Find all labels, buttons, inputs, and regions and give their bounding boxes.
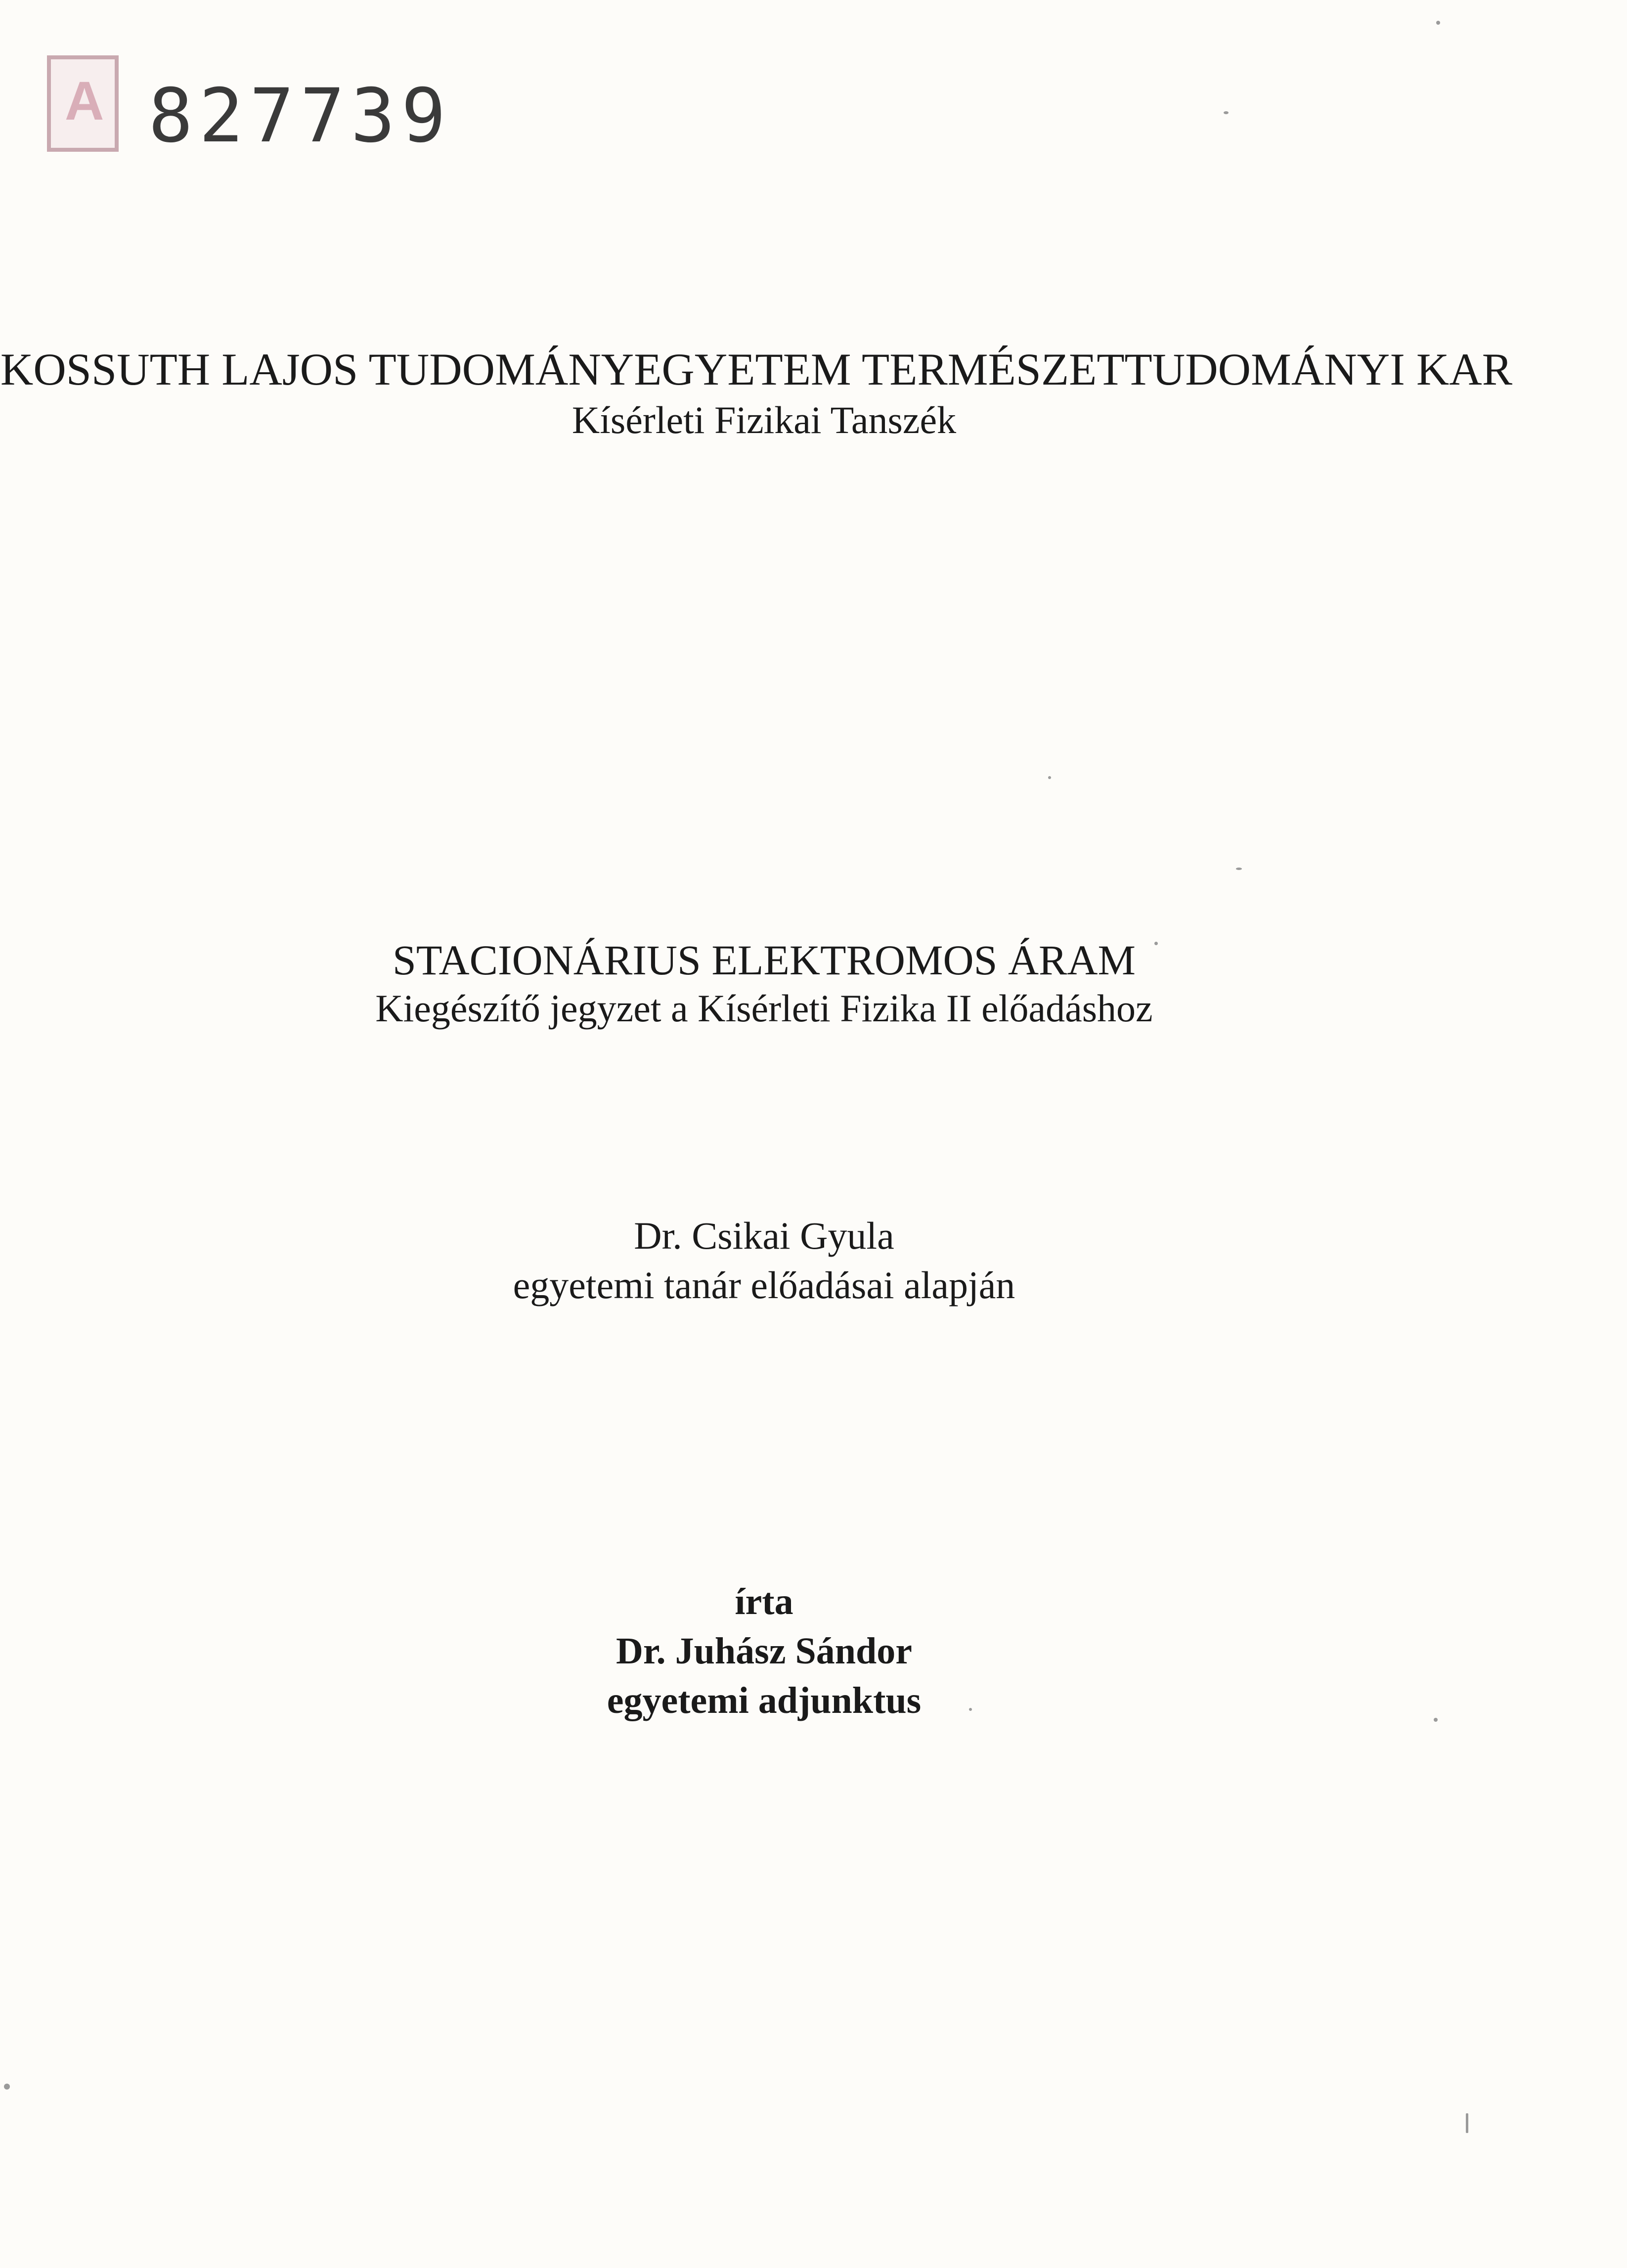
university-heading: KOSSUTH LAJOS TUDOMÁNYEGYETEM TERMÉSZETTUDOMÁNYI KAR <box>0 344 1513 394</box>
department-heading: Kísérleti Fizikai Tanszék <box>572 398 957 441</box>
scan-speck <box>4 2084 10 2090</box>
lecturer-role: egyetemi tanár előadásai alapján <box>513 1264 1015 1307</box>
scan-speck <box>1224 111 1229 114</box>
document-subtitle: Kiegészítő jegyzet a Kísérleti Fizika II előadáshoz <box>375 987 1153 1030</box>
scan-speck <box>969 1708 972 1711</box>
scan-speck <box>1434 1718 1438 1722</box>
scan-speck <box>1048 776 1051 779</box>
author-name: Dr. Juhász Sándor <box>616 1630 913 1672</box>
scan-speck <box>1436 21 1440 25</box>
stamp-letter: A <box>65 71 104 131</box>
document-title: STACIONÁRIUS ELEKTROMOS ÁRAM <box>393 936 1136 984</box>
library-stamp <box>47 55 119 152</box>
scan-speck <box>1236 868 1242 870</box>
scan-speck <box>1154 942 1158 945</box>
written-by-label: írta <box>735 1581 793 1622</box>
author-role: egyetemi adjunktus <box>607 1680 922 1721</box>
lecturer-name: Dr. Csikai Gyula <box>634 1214 894 1257</box>
scan-speck <box>1466 2113 1468 2133</box>
inventory-number: 827739 <box>148 73 452 159</box>
